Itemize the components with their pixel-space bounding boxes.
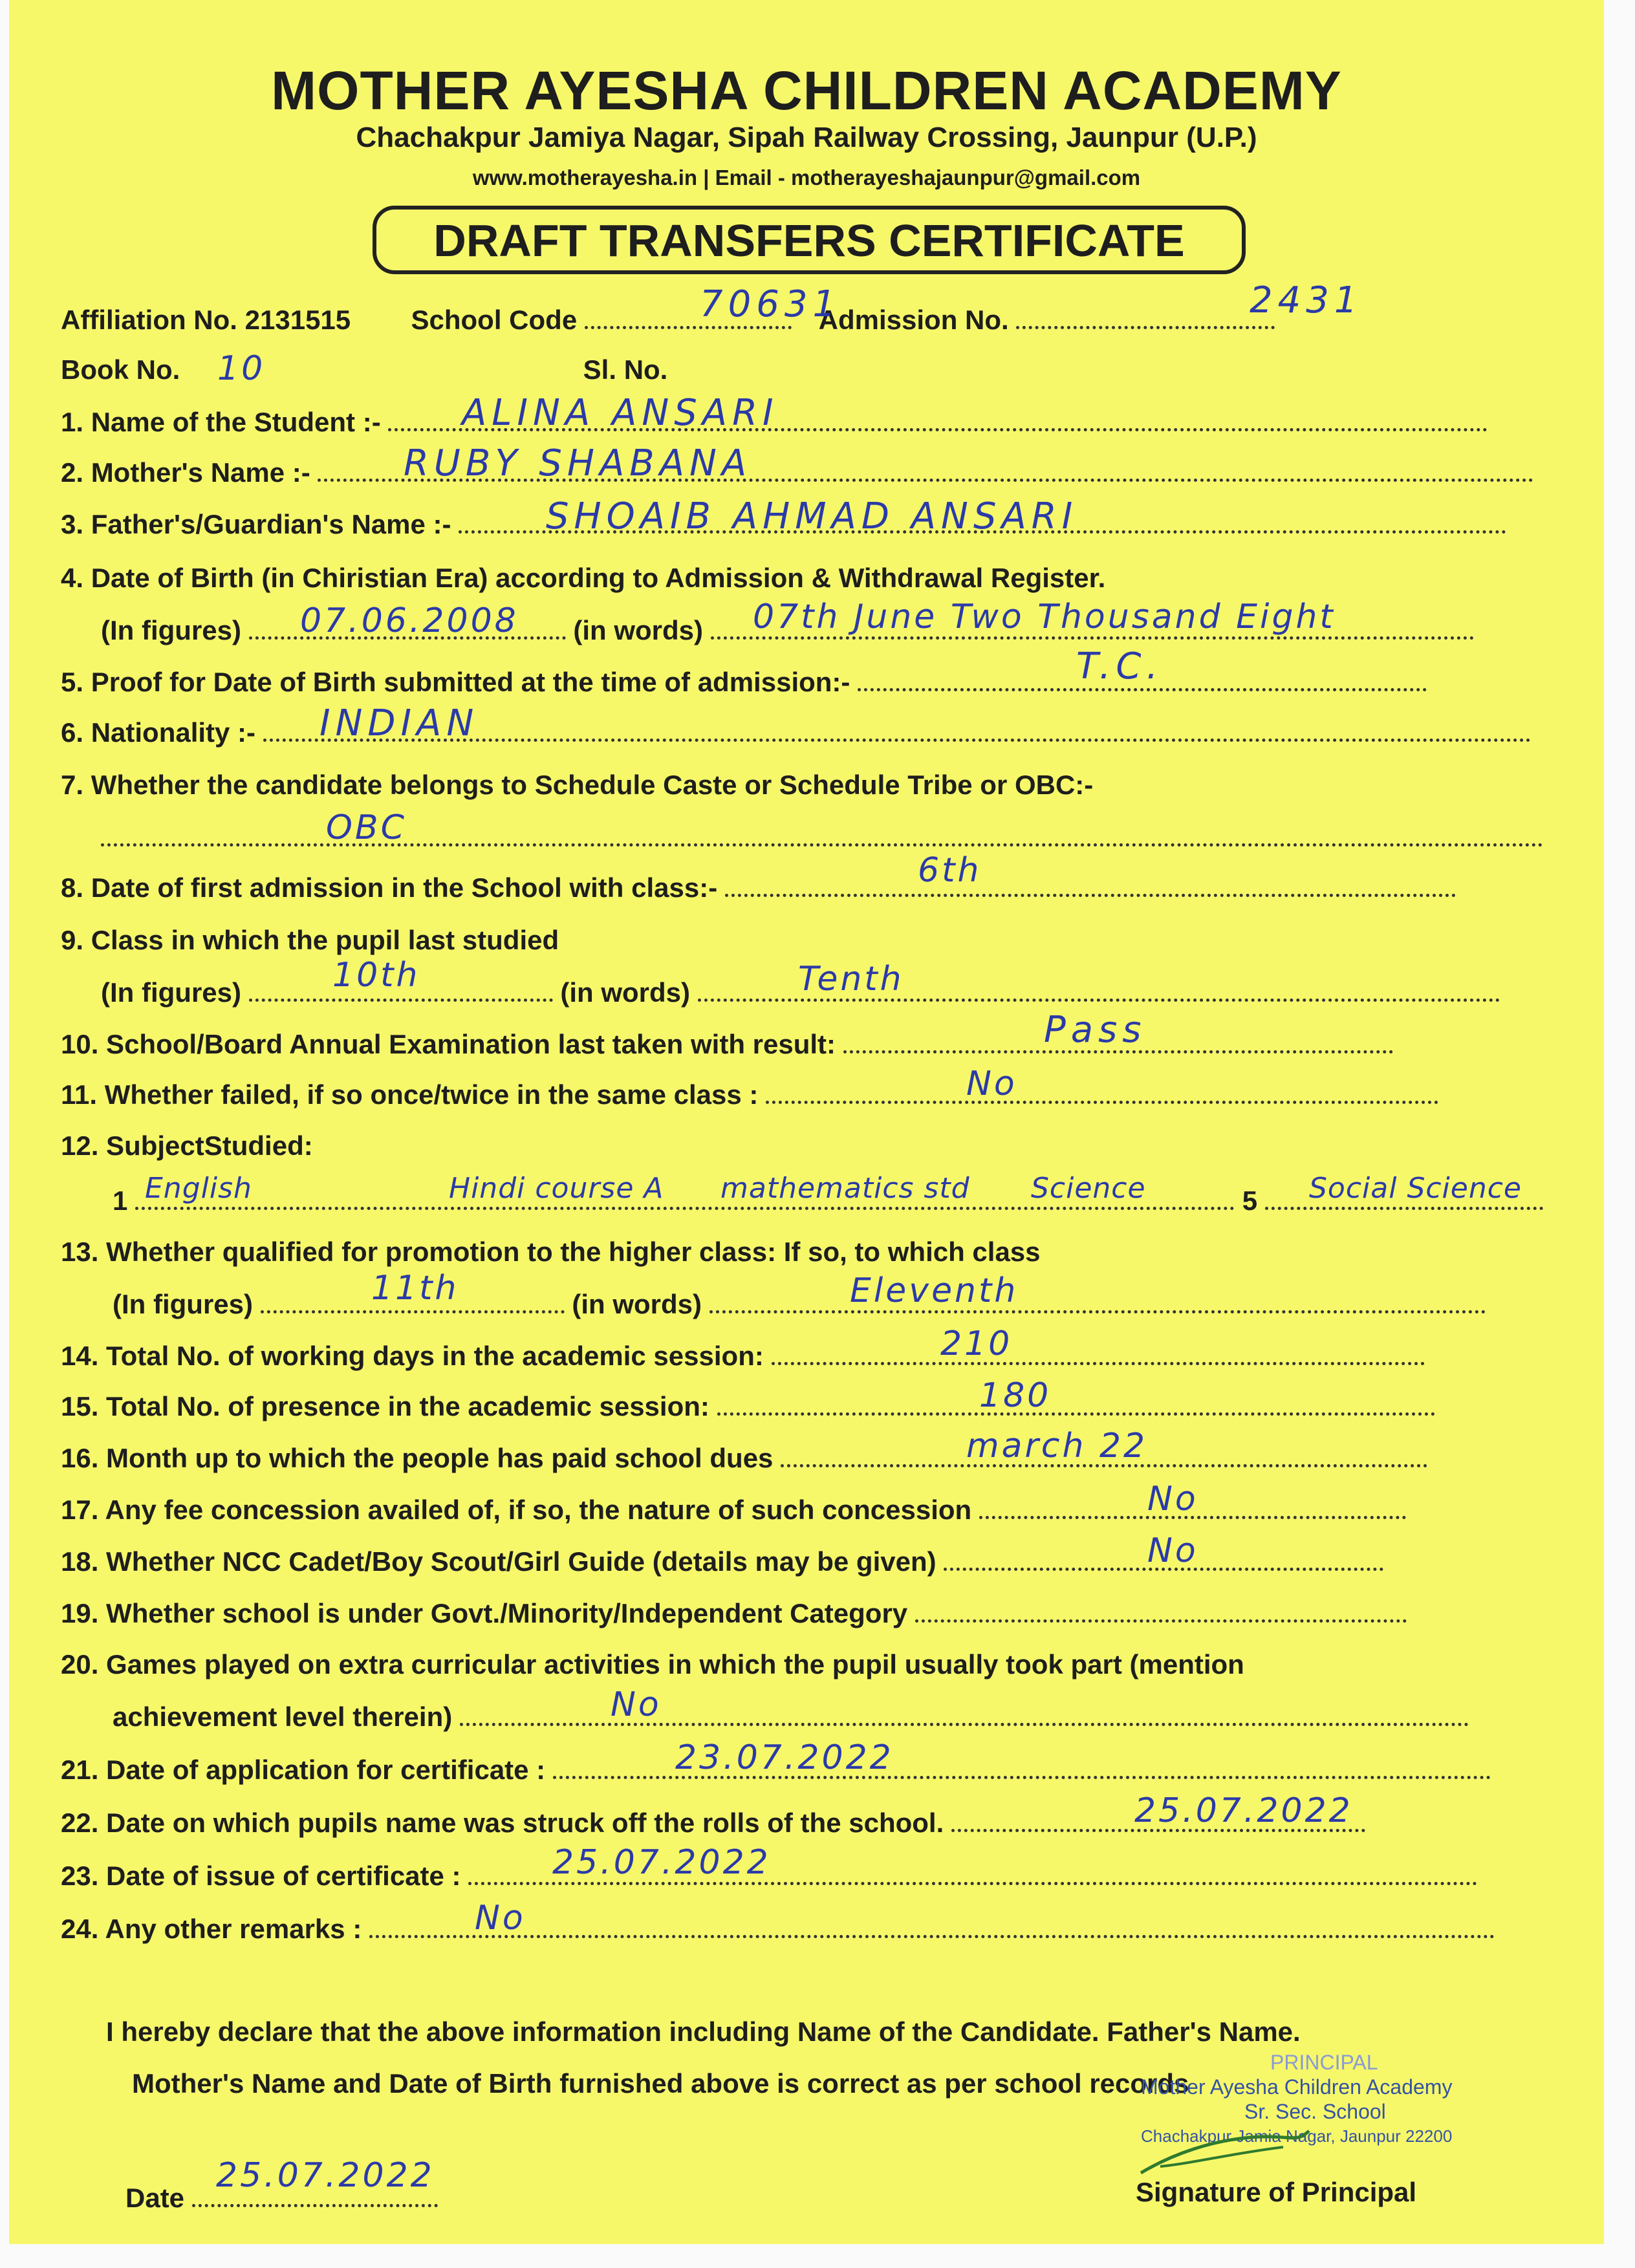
value-student-name: ALINA ANSARI [462,392,779,434]
label-games-2: achievement level therein) [113,1701,453,1732]
value-promotion-figures: 11th [371,1269,459,1308]
row-first-admission [61,872,1456,903]
label-nationality: 6. Nationality :- [61,717,256,748]
admission-value: 2431 [1250,279,1363,321]
row-caste [61,770,1093,801]
label-application-date: 21. Date of application for certificate : [61,1755,546,1785]
row-last-class [61,925,559,956]
label-fee-concession: 17. Any fee concession availed of, if so, the nature of such concession [61,1495,972,1525]
affiliation-label: Affiliation No. [61,305,237,335]
row-nationality [61,717,1531,748]
dots [772,1340,1425,1365]
dots [915,1597,1407,1623]
value-working-days: 210 [940,1324,1013,1363]
value-subject-4: Science [1031,1172,1146,1205]
book-value: 10 [217,349,266,388]
label-working-days: 14. Total No. of working days in the academic session: [61,1341,764,1371]
value-subject-5: Social Science [1309,1172,1522,1205]
principal-signature [1134,2128,1316,2179]
value-application-date: 23.07.2022 [675,1738,894,1777]
value-dob-words: 07th June Two Thousand Eight [753,598,1336,636]
affiliation-row [61,304,1275,336]
value-last-class-words: Tenth [798,960,904,999]
school-contact: www.motherayesha.in | Email - motherayeshajaunpur@gmail.com [472,166,1141,189]
label-date: Date [125,2183,185,2213]
book-row [61,354,667,385]
label-first-admission: 8. Date of first admission in the School with class:- [61,872,718,903]
label-presence: 15. Total No. of presence in the academic session: [61,1391,709,1421]
label-last-class-words: (in words) [560,977,690,1008]
row-promotion [61,1237,1041,1268]
value-promotion-words: Eleventh [850,1271,1019,1310]
value-dues: march 22 [966,1427,1148,1465]
value-remarks: No [475,1899,526,1938]
value-issue-date: 25.07.2022 [552,1843,771,1882]
value-failed: No [966,1064,1017,1103]
label-last-class: 9. Class in which the pupil last studied [61,925,559,955]
value-games: No [611,1685,662,1724]
row-games [61,1649,1244,1680]
value-ncc: No [1147,1531,1198,1570]
value-first-admission: 6th [918,851,982,890]
signature-caption: Signature of Principal [1136,2177,1417,2207]
label-dues: 16. Month up to which the people has paid school dues [61,1443,774,1473]
school-code-label: School Code [411,305,578,335]
dots [709,1288,1486,1313]
admission-dots [1016,304,1275,329]
label-last-class-figures: (In figures) [101,977,241,1008]
value-subject-3: mathematics std [720,1172,970,1205]
row-caste-value [101,821,1543,853]
value-mother-name: RUBY SHABANA [404,442,752,484]
dots [725,872,1456,897]
value-father-name: SHOAIB AHMAD ANSARI [546,495,1078,537]
stamp-line-2: Sr. Sec. School [1244,2100,1386,2123]
label-ncc: 18. Whether NCC Cadet/Boy Scout/Girl Guide (details may be given) [61,1546,937,1577]
row-fee-concession [61,1494,1406,1526]
label-exam-result: 10. School/Board Annual Examination last taken with result: [61,1029,836,1059]
label-mother-name: 2. Mother's Name :- [61,457,310,488]
label-struck-off: 22. Date on which pupils name was struck off the rolls of the school. [61,1808,944,1838]
declaration-line-2: Mother's Name and Date of Birth furnished above is correct as per school records [132,2068,1189,2099]
certificate-paper [9,0,1604,2244]
stamp-line-3: Chachakpur Jamia Nagar, Jaunpur 22200 [1141,2126,1453,2146]
value-exam-result: Pass [1044,1009,1147,1051]
label-games: 20. Games played on extra curricular activities in which the pupil usually took part (mention [61,1649,1244,1679]
row-category [61,1597,1407,1629]
label-issue-date: 23. Date of issue of certificate : [61,1861,461,1891]
sl-label: Sl. No. [583,354,668,385]
value-nationality: INDIAN [319,702,479,744]
subject-1-number: 1 [113,1185,128,1216]
admission-label: Admission No. [818,305,1009,335]
value-date: 25.07.2022 [216,2156,435,2195]
label-failed: 11. Whether failed, if so once/twice in the same class : [61,1079,759,1110]
row-dob [61,563,1105,594]
school-address: Chachakpur Jamiya Nagar, Sipah Railway Crossing, Jaunpur (U.P.) [356,122,1257,153]
dots [717,1390,1435,1416]
value-subject-1: English [145,1172,252,1205]
value-subject-2: Hindi course A [449,1172,664,1205]
label-promotion: 13. Whether qualified for promotion to the higher class: If so, to which class [61,1237,1041,1267]
label-category: 19. Whether school is under Govt./Minority/Independent Category [61,1598,908,1628]
label-dob-words: (in words) [573,615,703,645]
label-father-name: 3. Father's/Guardian's Name :- [61,509,451,539]
label-dob-proof: 5. Proof for Date of Birth submitted at the time of admission:- [61,667,850,697]
school-name: MOTHER AYESHA CHILDREN ACADEMY [271,60,1342,121]
row-working-days [61,1340,1425,1372]
stamp-line-1: Mother Ayesha Children Academy [1141,2075,1453,2099]
row-games-2 [113,1701,1469,1733]
value-fee-concession: No [1147,1480,1198,1518]
row-exam-result [61,1028,1393,1060]
dots [369,1913,1495,1938]
label-subjects: 12. SubjectStudied: [61,1130,313,1161]
label-promotion-figures: (In figures) [113,1289,253,1319]
row-dob-proof [61,666,1427,698]
book-label: Book No. [61,354,180,385]
label-student-name: 1. Name of the Student :- [61,407,381,437]
school-code-value: 70631 [700,283,841,325]
row-dues [61,1442,1427,1474]
label-dob: 4. Date of Birth (in Chiristian Era) according to Admission & Withdrawal Register. [61,563,1106,593]
subject-5-number: 5 [1242,1185,1258,1216]
certificate-title: DRAFT TRANSFERS CERTIFICATE [373,206,1246,274]
row-promotion-figures [113,1288,1486,1320]
row-mother-name [61,457,1533,488]
value-dob-figures: 07.06.2008 [300,601,519,640]
dots [766,1079,1438,1104]
label-dob-figures: (In figures) [101,615,241,645]
value-dob-proof: T.C. [1076,645,1164,687]
row-presence [61,1390,1435,1422]
row-failed [61,1079,1438,1110]
label-caste: 7. Whether the candidate belongs to Schedule Caste or Schedule Tribe or OBC:- [61,770,1094,800]
label-promotion-words: (in words) [572,1289,702,1319]
row-subjects [61,1130,313,1161]
row-remarks [61,1913,1495,1945]
label-remarks: 24. Any other remarks : [61,1914,362,1944]
stamp-title: PRINCIPAL [1270,2051,1378,2074]
declaration-line-1: I hereby declare that the above information including Name of the Candidate. Father's Name. [106,2016,1301,2047]
value-last-class-figures: 10th [332,956,420,995]
dots [101,821,1543,847]
value-presence: 180 [979,1376,1052,1415]
value-caste: OBC [326,808,407,847]
affiliation-value: 2131515 [244,305,351,335]
value-struck-off: 25.07.2022 [1134,1791,1353,1830]
